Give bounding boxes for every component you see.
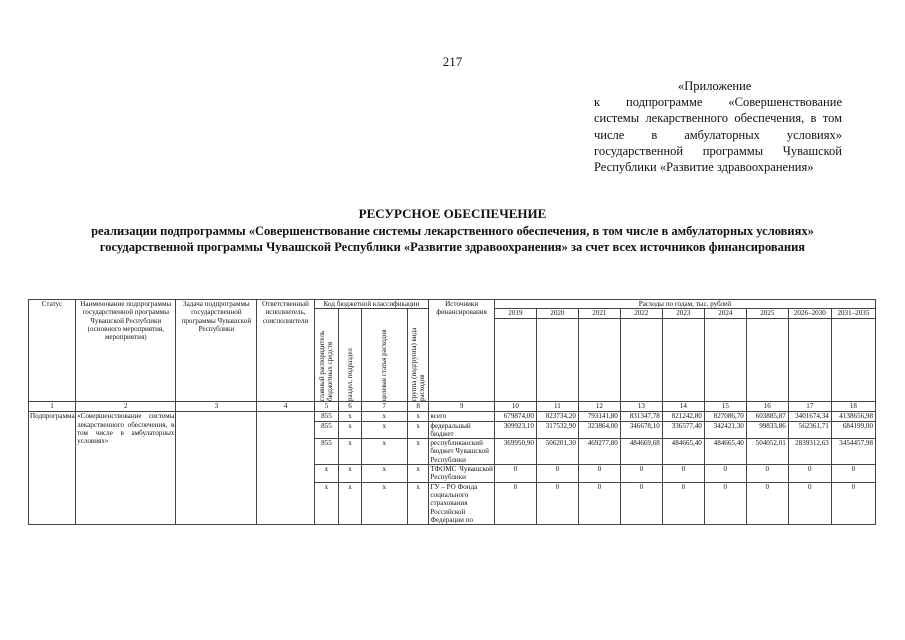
amount-cell: 821242,80 <box>662 412 704 421</box>
column-number: 8 <box>407 402 429 412</box>
header-year: 2026–2030 <box>788 309 831 319</box>
target-cell: x <box>361 482 407 524</box>
header-section-label: раздел, подраздел <box>345 348 354 402</box>
header-sources: Источники финансирования <box>429 300 495 402</box>
column-number: 17 <box>788 402 831 412</box>
header-grbs-label: главный распорядитель бюджетных средств <box>318 331 335 402</box>
amount-cell: 484665,40 <box>662 439 704 465</box>
header-year: 2022 <box>620 309 662 319</box>
amount-cell: 309923,10 <box>494 421 536 439</box>
group-cell: x <box>407 412 429 421</box>
column-number: 11 <box>536 402 578 412</box>
header-year-spacer <box>704 319 746 402</box>
target-cell: x <box>361 465 407 483</box>
header-year: 2020 <box>536 309 578 319</box>
amount-cell: 793141,80 <box>578 412 620 421</box>
column-number: 7 <box>361 402 407 412</box>
amount-cell: 0 <box>578 482 620 524</box>
header-year-spacer <box>788 319 831 402</box>
amount-cell: 0 <box>788 465 831 483</box>
source-cell: республиканский бюджет Чувашской Республики <box>429 439 495 465</box>
amount-cell: 0 <box>494 465 536 483</box>
column-number: 6 <box>339 402 362 412</box>
status-cell: Подпрограмма <box>29 412 76 525</box>
amount-cell: 0 <box>704 482 746 524</box>
source-cell: ГУ – РО Фонда социального страхования Российской Федерации по <box>429 482 495 524</box>
amount-cell: 506201,30 <box>536 439 578 465</box>
amount-cell: 369950,90 <box>494 439 536 465</box>
responsible-cell <box>257 412 314 525</box>
grbs-cell: x <box>314 482 339 524</box>
column-number: 9 <box>429 402 495 412</box>
appendix-note <box>594 78 842 175</box>
grbs-cell: x <box>314 465 339 483</box>
source-cell: федеральный бюджет <box>429 421 495 439</box>
header-section <box>339 309 362 402</box>
header-target <box>361 309 407 402</box>
header-year: 2021 <box>578 309 620 319</box>
header-task: Задача подпрограммы государственной программы Чувашской Республики <box>176 300 257 402</box>
heading-subtitle: реализации подпрограммы «Совершенствование системы лекарственного обеспечения, в том числе в амбулаторных условиях» государственной программы Чувашской Республики «Развитие здравоохранения» за счет всех источников финансирования <box>91 224 814 254</box>
header-target-label: целевая статья расходов <box>380 329 389 402</box>
grbs-cell: 855 <box>314 421 339 439</box>
header-year: 2023 <box>662 309 704 319</box>
grbs-cell: 855 <box>314 439 339 465</box>
amount-cell: 831347,78 <box>620 412 662 421</box>
amount-cell: 484669,68 <box>620 439 662 465</box>
header-year: 2025 <box>746 309 788 319</box>
amount-cell: 504052,01 <box>746 439 788 465</box>
column-number: 4 <box>257 402 314 412</box>
header-year-spacer <box>746 319 788 402</box>
amount-cell: 562361,71 <box>788 421 831 439</box>
amount-cell: 0 <box>662 482 704 524</box>
amount-cell: 0 <box>536 482 578 524</box>
heading-title: РЕСУРСНОЕ ОБЕСПЕЧЕНИЕ <box>358 206 547 221</box>
document-heading <box>60 206 845 255</box>
amount-cell: 0 <box>831 482 875 524</box>
amount-cell: 469277,80 <box>578 439 620 465</box>
column-number: 5 <box>314 402 339 412</box>
group-cell: x <box>407 482 429 524</box>
header-year-spacer <box>662 319 704 402</box>
target-cell: x <box>361 439 407 465</box>
appendix-title: «Приложение <box>678 79 752 93</box>
header-year: 2031–2035 <box>831 309 875 319</box>
amount-cell: 346678,10 <box>620 421 662 439</box>
column-number: 16 <box>746 402 788 412</box>
header-expenses: Расходы по годам, тыс. рублей <box>494 300 875 309</box>
amount-cell: 0 <box>831 465 875 483</box>
target-cell: x <box>361 421 407 439</box>
page-number: 217 <box>442 54 463 69</box>
amount-cell: 0 <box>620 482 662 524</box>
header-group <box>407 309 429 402</box>
amount-cell: 0 <box>620 465 662 483</box>
amount-cell: 684199,00 <box>831 421 875 439</box>
amount-cell: 484665,40 <box>704 439 746 465</box>
amount-cell: 4138656,98 <box>831 412 875 421</box>
column-number: 1 <box>29 402 76 412</box>
header-year-spacer <box>494 319 536 402</box>
header-status: Статус <box>29 300 76 402</box>
amount-cell: 679874,00 <box>494 412 536 421</box>
amount-cell: 342421,30 <box>704 421 746 439</box>
amount-cell: 827086,70 <box>704 412 746 421</box>
amount-cell: 317532,90 <box>536 421 578 439</box>
amount-cell: 0 <box>788 482 831 524</box>
column-number: 18 <box>831 402 875 412</box>
section-cell: x <box>339 421 362 439</box>
header-budget-code: Код бюджетной классификации <box>314 300 429 309</box>
resource-table <box>28 299 876 525</box>
grbs-cell: 855 <box>314 412 339 421</box>
task-cell <box>176 412 257 525</box>
header-grbs <box>314 309 339 402</box>
header-year: 2019 <box>494 309 536 319</box>
column-number: 10 <box>494 402 536 412</box>
subprogram-name-cell: «Совершенствование системы лекарственного обеспечения, в том числе в амбулаторных условиях» <box>76 412 176 525</box>
amount-cell: 0 <box>578 465 620 483</box>
header-year-spacer <box>578 319 620 402</box>
amount-cell: 603885,87 <box>746 412 788 421</box>
header-year-spacer <box>831 319 875 402</box>
source-cell: ТФОМС Чувашской Республики <box>430 465 493 482</box>
header-responsible: Ответственный исполнитель, соисполнители <box>257 300 314 402</box>
amount-cell: 3454457,98 <box>831 439 875 465</box>
column-number: 15 <box>704 402 746 412</box>
column-number: 14 <box>662 402 704 412</box>
section-cell: x <box>339 412 362 421</box>
amount-cell: 823734,20 <box>536 412 578 421</box>
group-cell: x <box>407 465 429 483</box>
header-year: 2024 <box>704 309 746 319</box>
header-year-spacer <box>620 319 662 402</box>
amount-cell: 3401674,34 <box>788 412 831 421</box>
group-cell: x <box>407 421 429 439</box>
amount-cell: 99833,86 <box>746 421 788 439</box>
amount-cell: 2839312,63 <box>788 439 831 465</box>
amount-cell: 0 <box>494 482 536 524</box>
header-year-spacer <box>536 319 578 402</box>
header-group-label: группа (подгруппа) вида расходов <box>410 328 427 402</box>
amount-cell: 0 <box>662 465 704 483</box>
source-cell: всего <box>429 412 495 421</box>
column-number: 13 <box>620 402 662 412</box>
section-cell: x <box>339 439 362 465</box>
column-number: 2 <box>76 402 176 412</box>
table-row <box>29 412 876 421</box>
column-number: 12 <box>578 402 620 412</box>
amount-cell: 0 <box>746 465 788 483</box>
section-cell: x <box>339 465 362 483</box>
target-cell: x <box>361 412 407 421</box>
amount-cell: 336577,40 <box>662 421 704 439</box>
group-cell: x <box>407 439 429 465</box>
amount-cell: 0 <box>704 465 746 483</box>
column-number-row <box>29 402 876 412</box>
amount-cell: 0 <box>536 465 578 483</box>
appendix-body: к подпрограмме «Совершенствование системы лекарственного обеспечения, в том числе в амбулаторных условиях» государственной программы Чувашской Республики «Развитие здравоохранения» <box>594 95 842 175</box>
amount-cell: 0 <box>746 482 788 524</box>
section-cell: x <box>339 482 362 524</box>
amount-cell: 323864,00 <box>578 421 620 439</box>
column-number: 3 <box>176 402 257 412</box>
header-name: Наименование подпрограммы государственной программы Чувашской Республики (основного мероприятия, мероприятия) <box>76 300 176 402</box>
